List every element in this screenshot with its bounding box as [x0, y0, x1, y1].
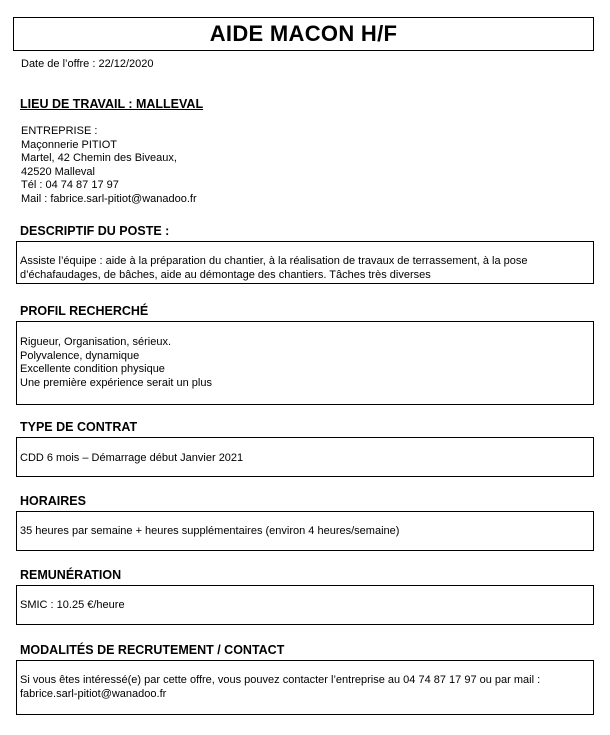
descriptif-line: Assiste l’équipe : aide à la préparation du chantier, à la réalisation de travaux de terrassement, à la pose	[20, 255, 528, 267]
horaires-line: 35 heures par semaine + heures supplémentaires (environ 4 heures/semaine)	[20, 525, 400, 537]
profil-line: Une première expérience serait un plus	[20, 376, 212, 389]
contrat-box	[16, 437, 594, 477]
company-email-line: Mail : fabrice.sarl-pitiot@wanadoo.fr	[21, 192, 197, 205]
modalites-heading: MODALITÉS DE RECRUTEMENT / CONTACT	[20, 643, 285, 657]
contrat-line: CDD 6 mois – Démarrage début Janvier 2021	[20, 452, 244, 464]
contact-email: fabrice.sarl-pitiot@wanadoo.fr	[20, 687, 167, 700]
modalites-box	[16, 660, 594, 715]
company-info	[21, 125, 197, 206]
company-line: ENTREPRISE :	[21, 125, 98, 137]
company-line: Martel, 42 Chemin des Biveaux,	[21, 152, 177, 164]
job-title: AIDE MACON H/F	[209, 21, 398, 46]
descriptif-line: d’échafaudages, de bâches, aide au démontage des chantiers. Tâches très diverses	[20, 268, 431, 281]
profil-line: Polyvalence, dynamique	[20, 349, 140, 362]
horaires-heading: HORAIRES	[20, 494, 86, 508]
descriptif-heading: DESCRIPTIF DU POSTE :	[20, 224, 170, 238]
remuneration-heading: REMUNÉRATION	[20, 568, 122, 582]
descriptif-box	[16, 241, 594, 284]
profil-line: Excellente condition physique	[20, 363, 165, 375]
company-line: Maçonnerie PITIOT	[21, 138, 117, 151]
company-line: 42520 Malleval	[21, 165, 95, 178]
profil-box	[16, 321, 594, 405]
horaires-box	[16, 511, 594, 551]
job-title-box	[13, 17, 594, 51]
company-line: Tél : 04 74 87 17 97	[21, 179, 119, 191]
profil-heading: PROFIL RECHERCHÉ	[20, 304, 149, 318]
modalites-line: Si vous êtes intéressé(e) par cette offre, vous pouvez contacter l’entreprise au 04 74 87 17 97 ou par mail :	[20, 674, 541, 686]
profil-line: Rigueur, Organisation, sérieux.	[20, 336, 172, 348]
remuneration-line: SMIC : 10.25 €/heure	[20, 599, 125, 611]
offer-date: Date de l’offre : 22/12/2020	[21, 58, 154, 70]
workplace-heading: LIEU DE TRAVAIL : MALLEVAL	[20, 97, 204, 111]
remuneration-box	[16, 585, 594, 625]
contrat-heading: TYPE DE CONTRAT	[20, 420, 138, 434]
